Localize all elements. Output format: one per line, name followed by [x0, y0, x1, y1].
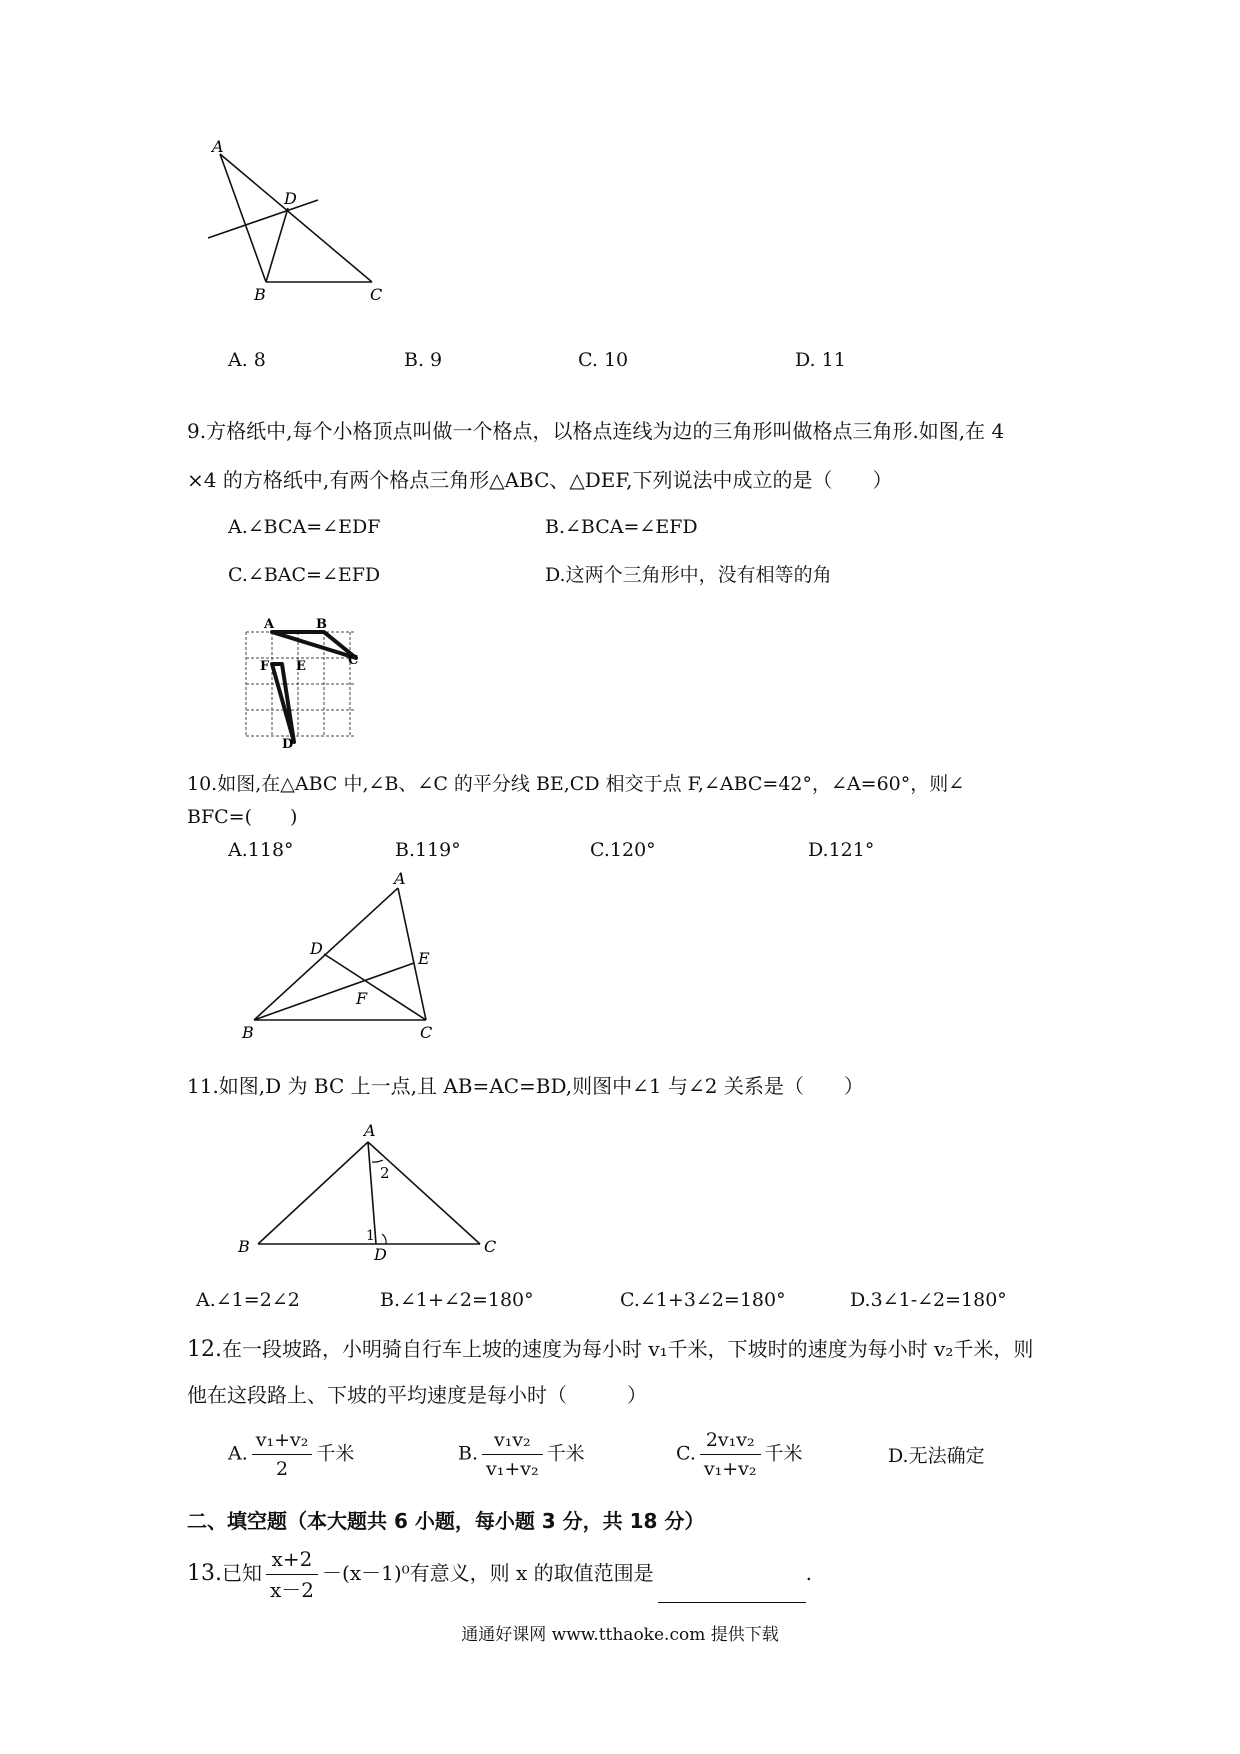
q11-option-c[interactable]: C.∠1+3∠2=180°	[620, 1289, 786, 1311]
q9-label-f: F	[260, 659, 270, 674]
page-footer: 通通好课网 www.tthaoke.com 提供下载	[461, 1625, 779, 1645]
q13-denominator: x－2	[270, 1578, 315, 1602]
q9-option-d[interactable]: D.这两个三角形中，没有相等的角	[545, 564, 832, 586]
q9-label-a: A	[264, 617, 275, 632]
q12-option-a-fraction	[252, 1428, 313, 1481]
q8-option-a[interactable]: A. 8	[228, 349, 266, 371]
q13-fraction	[266, 1546, 318, 1603]
q13-stem	[187, 1546, 812, 1603]
q12-option-c[interactable]	[676, 1428, 803, 1481]
q12-option-b-prefix: B.	[458, 1442, 479, 1465]
q8-option-c[interactable]: C. 10	[578, 349, 629, 371]
q12-option-c-denominator: v₁+v₂	[703, 1458, 757, 1480]
q12-option-b[interactable]	[458, 1428, 585, 1481]
q10-label-b: B	[242, 1023, 254, 1042]
q10-stem-line1: 10.如图,在△ABC 中,∠B、∠C 的平分线 BE,CD 相交于点 F,∠ABC=42°，∠A=60°，则∠	[187, 773, 965, 795]
q12-option-b-unit: 千米	[546, 1442, 585, 1465]
q12-option-a[interactable]	[228, 1428, 354, 1481]
q9-option-b[interactable]: B.∠BCA=∠EFD	[545, 516, 698, 538]
q8-label-d: D	[284, 189, 297, 208]
q11-option-b[interactable]: B.∠1+∠2=180°	[380, 1289, 534, 1311]
q9-option-a[interactable]: A.∠BCA=∠EDF	[228, 516, 381, 538]
q9-label-c: C	[348, 653, 359, 668]
q12-stem-line1	[187, 1336, 1033, 1363]
q12-option-a-unit: 千米	[316, 1442, 355, 1465]
q12-option-b-numerator: v₁v₂	[482, 1428, 543, 1455]
q11-figure	[228, 1120, 518, 1260]
q11-option-a[interactable]: A.∠1=2∠2	[196, 1289, 300, 1311]
q10-label-f: F	[356, 989, 368, 1008]
q10-option-c[interactable]: C.120°	[590, 839, 656, 861]
q8-label-a: A	[212, 140, 224, 156]
q8-option-b[interactable]: B. 9	[404, 349, 443, 371]
q8-figure	[200, 140, 420, 310]
q10-stem-line2: BFC=( )	[187, 806, 298, 828]
q12-number: 12.	[187, 1337, 222, 1362]
q11-label-c: C	[484, 1237, 497, 1256]
q8-label-b: B	[254, 285, 266, 304]
q9-option-c[interactable]: C.∠BAC=∠EFD	[228, 564, 381, 586]
q8-label-c: C	[370, 285, 383, 304]
q12-stem-line2: 他在这段路上、下坡的平均速度是每小时（ ）	[187, 1383, 647, 1407]
q11-label-b: B	[238, 1237, 250, 1256]
q12-option-d[interactable]: D.无法确定	[888, 1445, 985, 1467]
q12-option-c-fraction	[700, 1428, 761, 1481]
q11-stem: 11.如图,D 为 BC 上一点,且 AB=AC=BD,则图中∠1 与∠2 关系是（ ）	[187, 1074, 864, 1098]
q9-label-e: E	[296, 659, 306, 674]
q11-label-d: D	[374, 1245, 387, 1260]
q11-option-d[interactable]: D.3∠1-∠2=180°	[850, 1289, 1007, 1311]
q13-numerator: x+2	[266, 1546, 318, 1575]
q9-stem-line1: 9.方格纸中,每个小格顶点叫做一个格点，以格点连线为边的三角形叫做格点三角形.如图,在 4	[187, 419, 1005, 443]
q8-option-d[interactable]: D. 11	[795, 349, 846, 371]
q10-label-c: C	[420, 1023, 433, 1042]
q10-option-a[interactable]: A.118°	[228, 839, 294, 861]
q9-label-d: D	[282, 737, 294, 750]
q9-label-b: B	[316, 617, 327, 632]
q13-pre: 已知	[222, 1561, 262, 1585]
q11-angle-2-label: 2	[380, 1164, 390, 1182]
q10-label-d: D	[310, 939, 323, 958]
q9-grid-figure	[236, 612, 366, 750]
q13-end: .	[805, 1561, 812, 1585]
q12-stem-text: 在一段坡路，小明骑自行车上坡的速度为每小时 v₁千米，下坡时的速度为每小时 v₂千米，则	[222, 1337, 1034, 1361]
section-2-title: 二、填空题（本大题共 6 小题，每小题 3 分，共 18 分）	[187, 1509, 705, 1533]
q11-angle-1-label: 1	[366, 1228, 375, 1244]
q12-option-a-prefix: A.	[228, 1442, 248, 1465]
q12-option-a-numerator: v₁+v₂	[252, 1428, 313, 1455]
q12-option-b-denominator: v₁+v₂	[486, 1458, 539, 1480]
q10-option-b[interactable]: B.119°	[395, 839, 461, 861]
q13-number: 13.	[187, 1561, 222, 1586]
q12-option-a-denominator: 2	[276, 1458, 289, 1480]
q10-label-a: A	[394, 869, 406, 888]
q12-option-c-unit: 千米	[764, 1442, 803, 1465]
q10-label-e: E	[418, 949, 430, 968]
q12-option-c-prefix: C.	[676, 1442, 696, 1465]
q9-stem-line2: ×4 的方格纸中,有两个格点三角形△ABC、△DEF,下列说法中成立的是（ ）	[187, 468, 893, 492]
q12-option-b-fraction	[482, 1428, 543, 1481]
q10-option-d[interactable]: D.121°	[808, 839, 875, 861]
q13-mid: －(x－1)⁰有意义，则 x 的取值范围是	[322, 1561, 654, 1585]
q12-option-c-numerator: 2v₁v₂	[700, 1428, 761, 1455]
q10-figure	[236, 868, 456, 1048]
q11-label-a: A	[364, 1121, 376, 1140]
q13-answer-blank[interactable]	[658, 1580, 806, 1603]
